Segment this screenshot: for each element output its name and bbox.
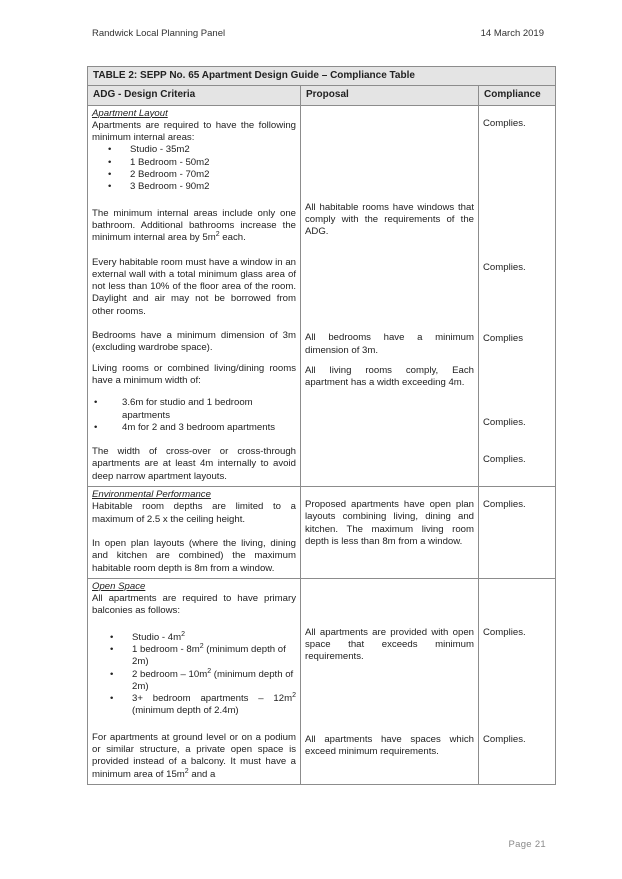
compliance-status: Complies [483, 333, 523, 345]
running-header-left: Randwick Local Planning Panel [92, 28, 226, 39]
list-item: • Studio - 35m2 [130, 144, 296, 156]
criteria-cell-environmental [88, 487, 301, 579]
section-heading-open-space: Open Space [92, 580, 146, 592]
minimum-areas-list [92, 144, 296, 193]
proposal-windows: All habitable rooms have windows that comply with the requirements of the ADG. [305, 201, 474, 238]
balcony-sizes-list [92, 632, 296, 718]
crossover-text: The width of cross-over or cross-through apartments are at least 4m internally to avoid deep narrow apartment layouts. [92, 446, 296, 482]
open-plan-text: In open plan layouts (where the living, dining and kitchen are combined) the maximum habitable room depth is 8m from a window. [92, 537, 296, 574]
proposal-bedrooms: All bedrooms have a minimum dimension of 3m. [305, 332, 474, 356]
proposal-ground-level: All apartments have spaces which exceed minimum requirements. [305, 733, 474, 757]
compliance-table [87, 66, 556, 785]
page-number: Page 21 [508, 839, 546, 850]
compliance-cell-apartment-layout [479, 105, 556, 486]
list-item: • 3+ bedroom apartments – $12m^2$ (minimum depth of 2.4m) [132, 693, 296, 718]
table-row [88, 487, 556, 579]
compliance-cell-open-space [479, 578, 556, 784]
proposal-cell-environmental [301, 487, 479, 579]
list-item: • 1 Bedroom - 50m2 [130, 157, 296, 169]
list-item: • Studio - $4m^2$ [132, 632, 296, 644]
compliance-status: Complies. [483, 417, 526, 429]
bathroom-text: The minimum internal areas include only one bathroom. Additional bathrooms increase the minimum internal area by $5m^2$ each. [92, 207, 296, 244]
minimum-areas-intro: Apartments are required to have the following minimum internal areas: [92, 119, 296, 144]
list-item: • 3.6m for studio and 1 bedroom apartments [122, 397, 296, 422]
table-row [88, 578, 556, 784]
ground-level-text: For apartments at ground level or on a podium or similar structure, a private open space is provided instead of a balcony. It must have a minimum area of $15m^2$ and a [92, 731, 296, 780]
column-header-compliance: Compliance [479, 86, 556, 105]
compliance-cell-environmental [479, 487, 556, 579]
list-item: • 3 Bedroom - 90m2 [130, 181, 296, 193]
list-item: • 2 bedroom – $10m^2$ (minimum depth of 2m) [132, 669, 296, 694]
room-depth-text: Habitable room depths are limited to a maximum of 2.5 x the ceiling height. [92, 501, 296, 525]
list-item: • 1 bedroom - $8m^2$ (minimum depth of 2m) [132, 644, 296, 669]
list-item: • 4m for 2 and 3 bedroom apartments [122, 422, 296, 434]
column-header-proposal: Proposal [301, 86, 479, 105]
compliance-status: Complies. [483, 734, 526, 746]
window-text: Every habitable room must have a window in an external wall with a total minimum glass area of not less than 10% of the floor area of the room. Daylight and air may not be borrowed from other rooms. [92, 256, 296, 317]
proposal-balconies: All apartments are provided with open space that exceeds minimum requirements. [305, 626, 474, 663]
balconies-intro: All apartments are required to have primary balconies as follows: [92, 593, 296, 617]
proposal-cell-open-space [301, 578, 479, 784]
list-item: • 2 Bedroom - 70m2 [130, 169, 296, 181]
proposal-cell-apartment-layout [301, 105, 479, 486]
section-heading-apartment-layout: Apartment Layout [92, 107, 168, 119]
compliance-status: Complies. [483, 117, 526, 129]
column-header-criteria: ADG - Design Criteria [88, 86, 301, 105]
compliance-status: Complies. [483, 626, 526, 638]
living-widths-list [92, 397, 296, 434]
proposal-open-plan: Proposed apartments have open plan layouts combining living, dining and kitchen. The maximum living room depth is less than 8m from a window. [305, 499, 474, 547]
compliance-status: Complies. [483, 499, 526, 511]
criteria-cell-apartment-layout [88, 105, 301, 486]
bedroom-dimension-text: Bedrooms have a minimum dimension of 3m (excluding wardrobe space). [92, 330, 296, 354]
proposal-living-rooms: All living rooms comply, Each apartment has a width exceeding 4m. [305, 365, 474, 389]
table-row [88, 105, 556, 486]
compliance-status: Complies. [483, 453, 526, 465]
table-title: TABLE 2: SEPP No. 65 Apartment Design Guide – Compliance Table [88, 67, 556, 86]
section-heading-environmental: Environmental Performance [92, 489, 211, 501]
compliance-status: Complies. [483, 261, 526, 273]
living-room-width-text: Living rooms or combined living/dining rooms have a minimum width of: [92, 362, 296, 386]
criteria-cell-open-space [88, 578, 301, 784]
running-header-date: 14 March 2019 [480, 28, 544, 39]
